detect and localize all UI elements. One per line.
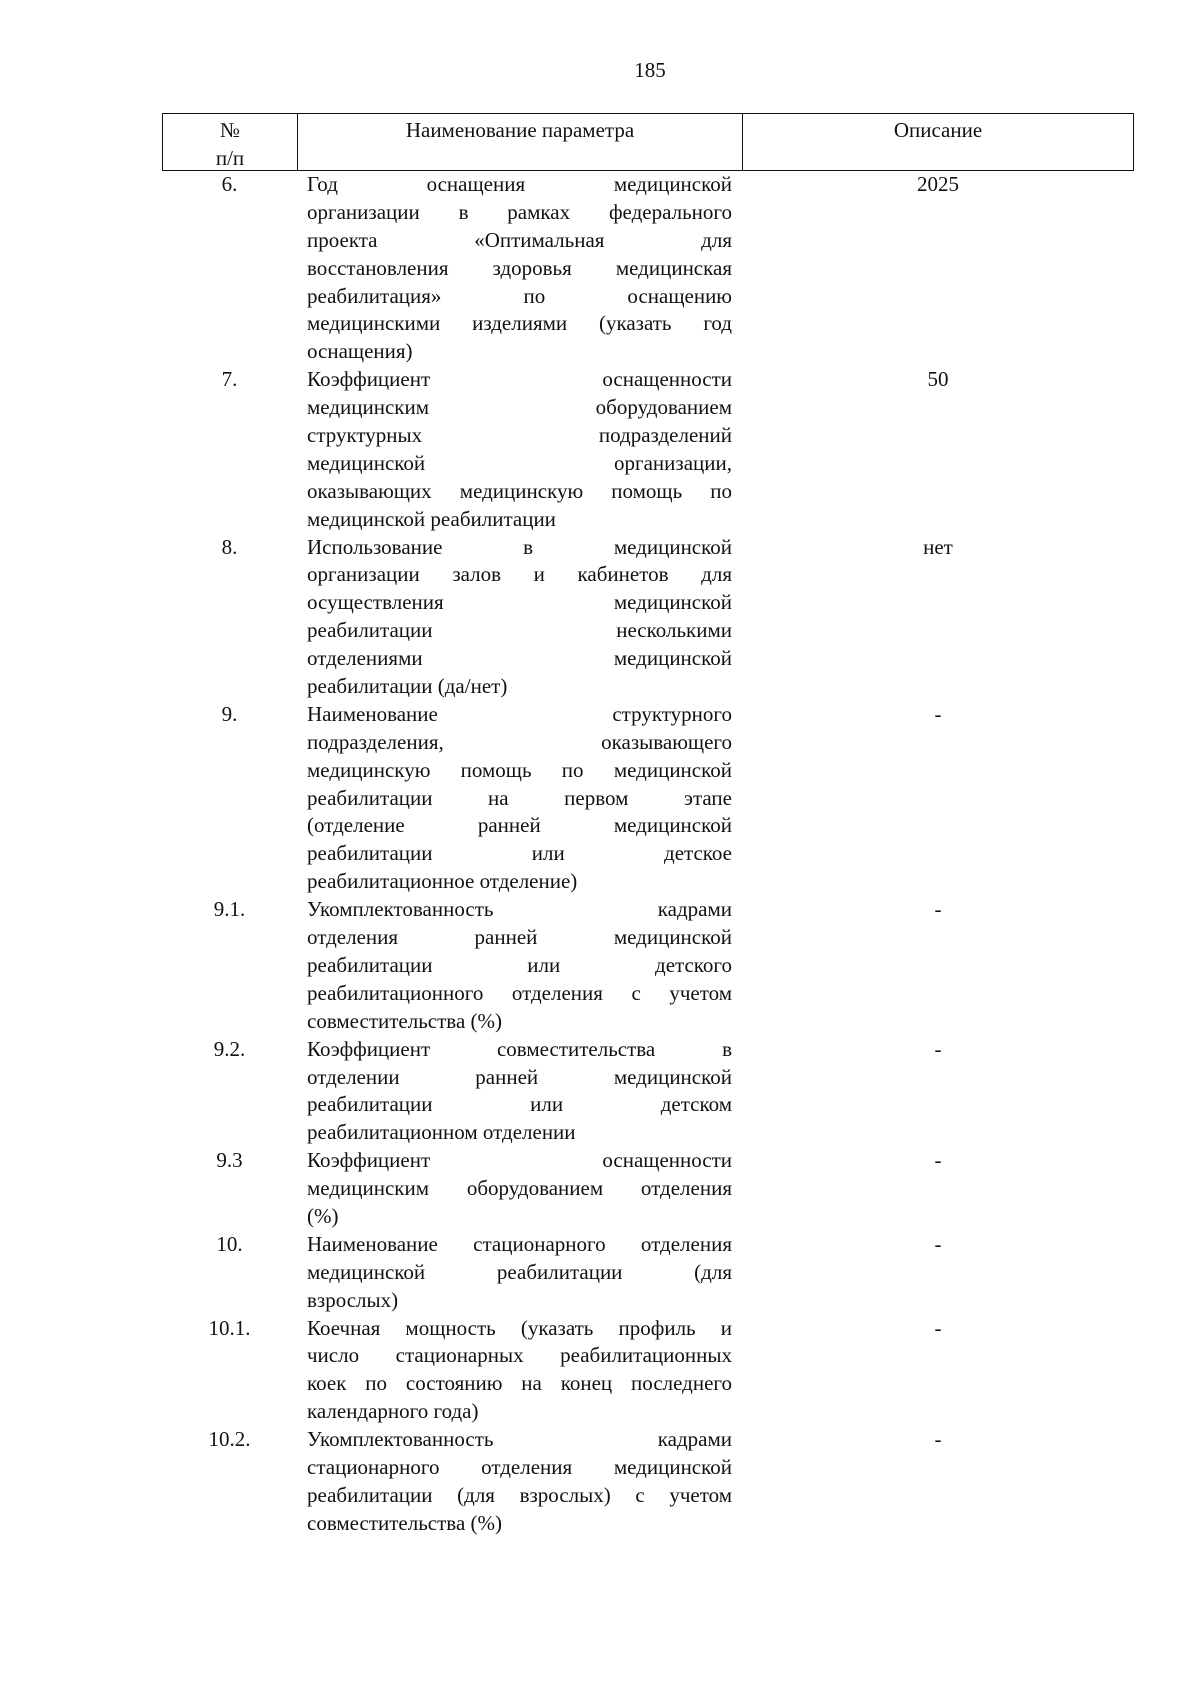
parameter-name-line: организации залов и кабинетов для [307, 562, 732, 587]
parameter-name-line: подразделения, оказывающего [307, 729, 732, 754]
table-row [162, 534, 1134, 701]
row-description: 2025 [917, 172, 959, 196]
parameter-name-line: стационарного отделения медицинской [307, 1454, 732, 1479]
row-parameter-name [307, 366, 732, 533]
table-row [162, 1315, 1134, 1427]
parameter-name-line: медицинскую помощь по медицинской [307, 757, 732, 782]
parameter-name-line: медицинской реабилитации [307, 506, 556, 531]
row-parameter-name [307, 1036, 732, 1148]
header-description: Описание [893, 118, 983, 142]
row-number: 10.2. [208, 1427, 251, 1452]
table-row [162, 1147, 1134, 1231]
row-parameter-name [307, 1147, 732, 1231]
table-row [162, 1231, 1134, 1315]
header-number-column [163, 114, 298, 170]
row-parameter-name [307, 1315, 732, 1427]
header-number-line1: № [219, 118, 241, 142]
parameter-name-line: осуществления медицинской [307, 590, 732, 615]
parameter-name-line: Коэффициент оснащенности [307, 1148, 732, 1173]
parameter-name-line: реабилитация» по оснащению [307, 283, 732, 308]
parameter-name-line: оснащения) [307, 339, 413, 364]
row-number: 9. [221, 701, 238, 726]
table-row [162, 366, 1134, 533]
row-parameter-name [307, 1426, 732, 1538]
parameter-name-line: проекта «Оптимальная для [307, 227, 732, 252]
table-row [162, 171, 1134, 366]
page-number: 185 [634, 58, 666, 82]
row-description: - [934, 1036, 942, 1061]
row-description: - [934, 1427, 942, 1452]
table-row [162, 701, 1134, 896]
table-body [162, 171, 1134, 1538]
row-number: 7. [221, 367, 238, 392]
parameter-name-line: реабилитационное отделение) [307, 869, 578, 894]
parameter-name-line: реабилитации или детское [307, 841, 732, 866]
row-parameter-name [307, 534, 732, 701]
parameter-name-line: отделения ранней медицинской [307, 925, 732, 950]
parameter-name-line: организации в рамках федерального [307, 199, 732, 224]
row-number: 9.1. [213, 897, 246, 922]
parameter-name-line: календарного года) [307, 1399, 479, 1424]
row-description: - [934, 701, 942, 726]
parameter-name-line: Укомплектованность кадрами [307, 1427, 732, 1452]
parameter-name-line: восстановления здоровья медицинская [307, 255, 732, 280]
parameter-name-line: реабилитации на первом этапе [307, 785, 732, 810]
parameter-name-line: реабилитации (да/нет) [307, 674, 508, 699]
parameter-name-line: Наименование структурного [307, 701, 732, 726]
row-number: 8. [221, 534, 238, 559]
parameter-name-line: Коэффициент совместительства в [307, 1036, 732, 1061]
parameter-name-line: совместительства (%) [307, 1008, 502, 1033]
parameter-name-line: взрослых) [307, 1287, 399, 1312]
parameter-name-line: реабилитационном отделении [307, 1120, 576, 1145]
parameter-name-line: медицинской реабилитации (для [307, 1259, 732, 1284]
table-row [162, 1036, 1134, 1148]
row-parameter-name [307, 1231, 732, 1315]
row-description: нет [923, 534, 953, 559]
row-description: - [934, 897, 942, 922]
row-description: - [934, 1231, 942, 1256]
parameter-name-line: Коечная мощность (указать профиль и [307, 1315, 732, 1340]
row-parameter-name [307, 701, 732, 896]
row-parameter-name [307, 171, 732, 366]
parameter-name-line: коек по состоянию на конец последнего [307, 1371, 732, 1396]
parameter-name-line: медицинским оборудованием отделения [307, 1176, 732, 1201]
parameter-name-line: отделении ранней медицинской [307, 1064, 732, 1089]
parameter-name-line: Коэффициент оснащенности [307, 367, 732, 392]
row-parameter-name [307, 896, 732, 1035]
row-number: 9.3 [216, 1148, 243, 1173]
parameter-name-line: Наименование стационарного отделения [307, 1231, 732, 1256]
parameter-name-line: Год оснащения медицинской [307, 172, 732, 196]
parameter-name-line: структурных подразделений [307, 423, 732, 448]
parameter-name-line: отделениями медицинской [307, 646, 732, 671]
parameter-name-line: медицинскими изделиями (указать год [307, 311, 732, 336]
parameter-name-line: реабилитации (для взрослых) с учетом [307, 1482, 732, 1507]
header-parameter-name: Наименование параметра [298, 114, 743, 170]
parameter-name-line: (отделение ранней медицинской [307, 813, 732, 838]
parameter-name-line: медицинским оборудованием [307, 395, 732, 420]
parameter-name-line: реабилитации несколькими [307, 618, 732, 643]
table-row [162, 896, 1134, 1035]
header-number-line2: п/п [215, 146, 245, 170]
row-description: - [934, 1315, 942, 1340]
row-number: 6. [221, 172, 238, 196]
row-number: 9.2. [213, 1036, 246, 1061]
parameter-name-line: оказывающих медицинскую помощь по [307, 478, 732, 503]
parameter-name-line: медицинской организации, [307, 450, 732, 475]
parameter-name-line: (%) [307, 1203, 339, 1228]
table-header [162, 113, 1134, 171]
parameter-name-line: Укомплектованность кадрами [307, 897, 732, 922]
parameter-name-line: реабилитации или детском [307, 1092, 732, 1117]
parameter-name-line: Использование в медицинской [307, 534, 732, 559]
parameter-name-line: реабилитации или детского [307, 952, 732, 977]
table-row [162, 1426, 1134, 1538]
row-number: 10.1. [208, 1315, 251, 1340]
parameter-name-line: число стационарных реабилитационных [307, 1343, 732, 1368]
row-description: - [934, 1148, 942, 1173]
parameter-name-line: реабилитационного отделения с учетом [307, 980, 732, 1005]
row-description: 50 [927, 367, 949, 392]
parameter-name-line: совместительства (%) [307, 1510, 502, 1535]
row-number: 10. [216, 1231, 243, 1256]
